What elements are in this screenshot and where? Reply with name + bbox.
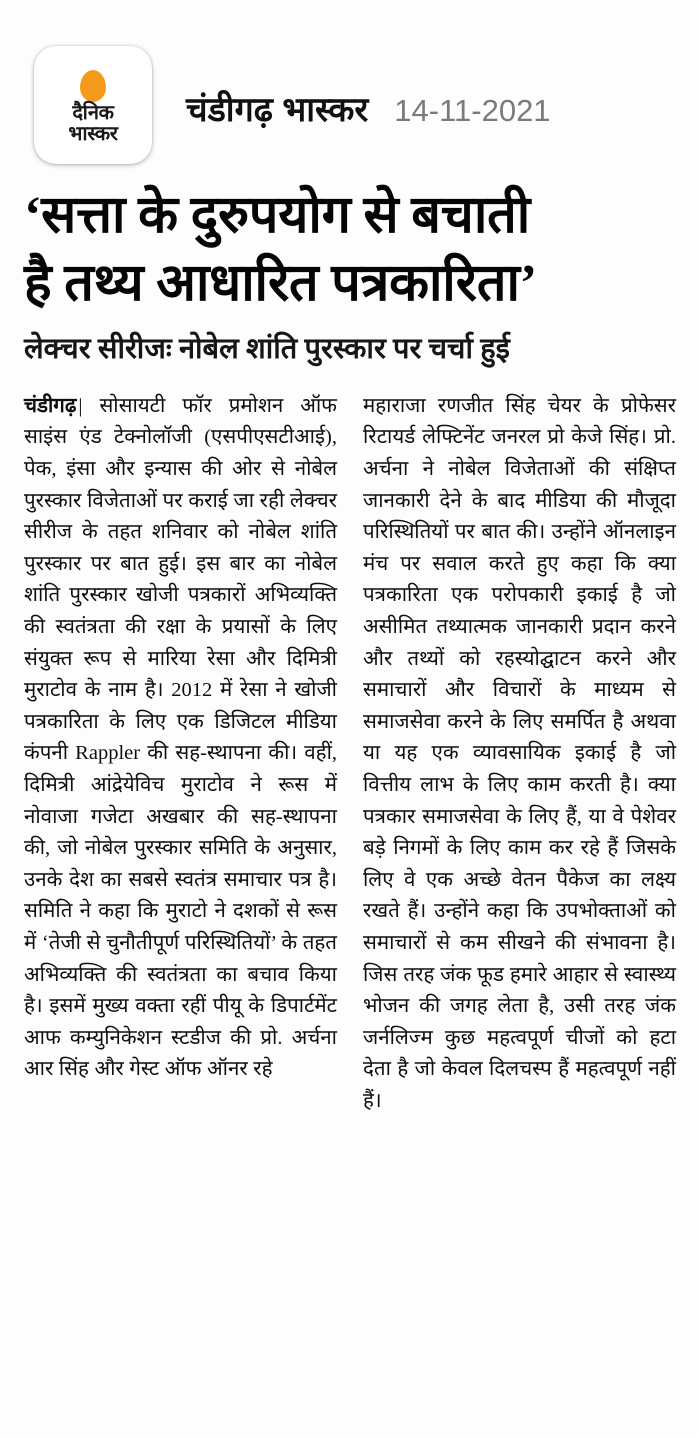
column-left-text: सोसायटी फॉर प्रमोशन ऑफ साइंस एंड टेक्नोलॉजी (एसपीएसटीआई), पेक, इंसा और इन्यास की ओर से नोबेल पुरस्कार विजेताओं पर कराई जा रही लेक्चर सीरीज के तहत शनिवार को नोबेल शांति पुरस्कार पर बात हुई। इस बार का नोबेल शांति पुरस्कार खोजी पत्रकारों अभिव्यक्ति की स्वतंत्रता की रक्षा के प्रयासों के लिए संयुक्त रूप से मारिया रेसा और दिमित्री मुराटोव के नाम है। 2012 में रेसा ने खोजी पत्रकारिता के लिए एक डिजिटल मीडिया कंपनी Rappler की सह-स्थापना की। वहीं, दिमित्री आंद्रेयेविच मुराटोव ने रूस में नोवाजा गजेटा अखबार की सह-स्थापना की, जो नोबेल पुरस्कार समिति के अनुसार, उनके देश का सबसे स्वतंत्र समाचार पत्र है। समिति ने कहा कि मुराटो ने दशकों से रूस में ‘तेजी से चुनौतीपूर्ण परिस्थितियों’ के तहत अभिव्यक्ति की स्वतंत्रता का बचाव किया है। इसमें मुख्य वक्ता रहीं पीयू के डिपार्टमेंट आफ कम्युनिकेशन स्टडीज की प्रो. अर्चना आर सिंह और गेस्ट ऑफ ऑनर रहे <box>24 394 337 1081</box>
edition-name: चंडीगढ़ भास्कर <box>186 91 369 129</box>
page-title <box>24 182 676 317</box>
logo-word-bhaskar: भास्कर <box>68 123 118 145</box>
headline-block <box>0 182 698 369</box>
article-body <box>0 369 698 1118</box>
masthead <box>0 0 698 182</box>
masthead-text <box>186 85 551 131</box>
column-left <box>24 391 337 1118</box>
dateline: चंडीगढ़ | <box>24 395 83 417</box>
sun-icon <box>80 70 106 102</box>
column-right <box>363 391 676 1118</box>
headline-line-2: है तथ्य आधारित पत्रकारिता’ <box>24 254 537 312</box>
column-right-text: महाराजा रणजीत सिंह चेयर के प्रोफेसर रिटायर्ड लेफ्टिनेंट जनरल प्रो केजे सिंह। प्रो. अर्चना ने नोबेल विजेताओं की संक्षिप्त जानकारी देने के बाद मीडिया की मौजूदा परिस्थितियों पर बात की। उन्होंने ऑनलाइन मंच पर सवाल करते हुए कहा कि क्या पत्रकारिता एक परोपकारी इकाई है जो असीमित तथ्यात्मक जानकारी प्रदान करने और तथ्यों को रहस्योद्घाटन करने और समाचारों और विचारों के माध्यम से समाजसेवा करने के लिए समर्पित है अथवा या यह एक व्यावसायिक इकाई है जो वित्तीय लाभ के लिए काम करती है। क्या पत्रकार समाजसेवा के लिए हैं, या वे पेशेवर बड़े निगमों के लिए काम कर रहे हैं जिसके लिए वे एक अच्छे वेतन पैकेज का लक्ष्य रखते हैं। उन्होंने कहा कि उपभोक्ताओं को समाचारों से कम सीखने की संभावना है। जिस तरह जंक फूड हमारे आहार से स्वास्थ्य भोजन की जगह लेता है, उसी तरह जंक जर्नलिज्म कुछ महत्वपूर्ण चीजों को हटा देता है जो केवल दिलचस्प हैं महत्वपूर्ण नहीं हैं। <box>363 394 676 1112</box>
subheadline: लेक्चर सीरीजः नोबेल शांति पुरस्कार पर चर्चा हुई <box>24 333 510 366</box>
headline-line-1: ‘सत्ता के दुरुपयोग से बचाती <box>24 187 530 244</box>
column-right-paragraph <box>363 391 676 1118</box>
dainik-bhaskar-logo <box>34 46 152 164</box>
logo-word-dainik: दैनिक <box>72 102 114 124</box>
edition-date: 14-11-2021 <box>394 93 551 128</box>
column-left-paragraph <box>24 391 337 1086</box>
